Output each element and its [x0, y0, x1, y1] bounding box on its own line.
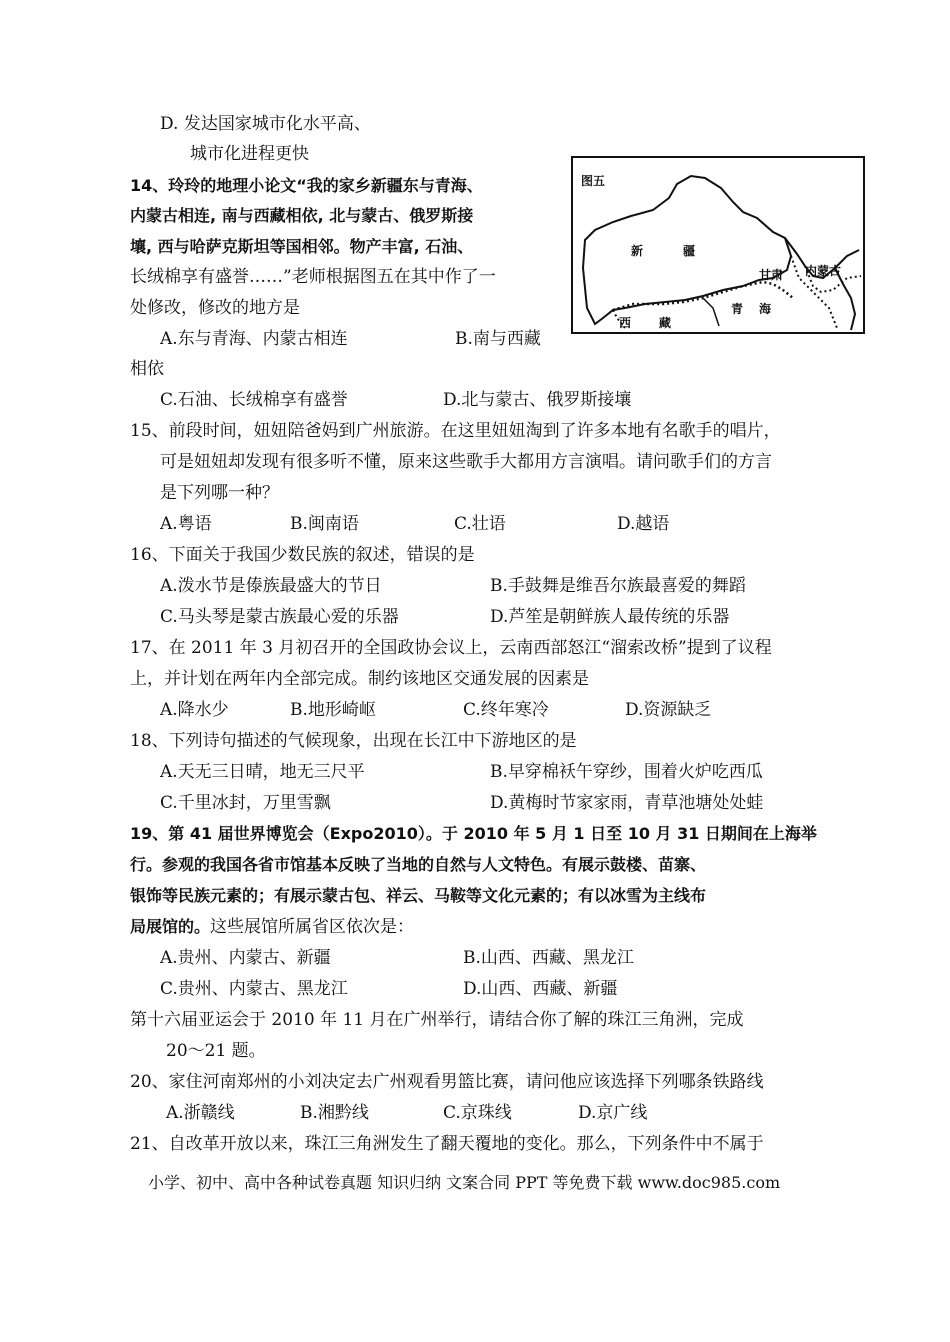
q19-option-a: A.贵州、内蒙古、新疆	[160, 948, 331, 968]
q13-option-d: D. 发达国家城市化水平高、	[160, 114, 371, 134]
q16-option-c: C.马头琴是蒙古族最心爱的乐器	[160, 607, 399, 627]
q19-option-c: C.贵州、内蒙古、黑龙江	[160, 979, 348, 999]
map-figure-5	[571, 156, 865, 334]
q15-line-2: 可是妞妞却发现有很多听不懂，原来这些歌手大都用方言演唱。请问歌手们的方言	[160, 452, 772, 472]
q18-option-b: B.早穿棉袄午穿纱，围着火炉吃西瓜	[490, 762, 763, 782]
map-label-gansu: 甘肃	[759, 268, 784, 282]
q16-option-a: A.泼水节是傣族最盛大的节日	[160, 576, 382, 596]
q17-option-b: B.地形崎岖	[290, 700, 376, 720]
page-footer: 小学、初中、高中各种试卷真题 知识归纳 文案合同 PPT 等免费下载 www.doc985.com	[148, 1173, 781, 1192]
q19-line-4-rest: 这些展馆所属省区依次是：	[210, 917, 415, 937]
q19-line-4	[130, 916, 414, 938]
q19-line-4-bold: 局展馆的。	[130, 917, 211, 936]
q18-option-d: D.黄梅时节家家雨，青草池塘处处蛙	[490, 793, 764, 813]
q14-line-2: 内蒙古相连, 南与西藏相依, 北与蒙古、俄罗斯接	[130, 206, 474, 225]
q17-option-a: A.降水少	[160, 700, 229, 720]
intro-line-2: 20～21 题。	[166, 1041, 266, 1061]
q19-line-3: 银饰等民族元素的；有展示蒙古包、祥云、马鞍等文化元素的；有以冰雪为主线布	[130, 886, 707, 905]
q15-option-c: C.壮语	[454, 514, 506, 534]
map-outline	[573, 158, 863, 332]
q15-option-a: A.粤语	[160, 514, 212, 534]
map-label-xizang-1: 西	[619, 316, 632, 330]
q16-line-1: 16、下面关于我国少数民族的叙述，错误的是	[130, 545, 475, 565]
q14-line-5: 处修改，修改的地方是	[130, 298, 300, 318]
q16-option-d: D.芦笙是朝鲜族人最传统的乐器	[490, 607, 730, 627]
q14-option-c: C.石油、长绒棉享有盛誉	[160, 390, 348, 410]
q19-option-d: D.山西、西藏、新疆	[463, 979, 618, 999]
q14-option-d: D.北与蒙古、俄罗斯接壤	[443, 390, 632, 410]
q15-line-1: 15、前段时间，妞妞陪爸妈到广州旅游。在这里妞妞淘到了许多本地有名歌手的唱片，	[130, 421, 781, 441]
map-label-qinghai-1: 青	[731, 302, 744, 316]
q16-option-b: B.手鼓舞是维吾尔族最喜爱的舞蹈	[490, 576, 746, 596]
q14-option-b: B.南与西藏	[455, 329, 541, 349]
q14-line-1: 14、玲玲的地理小论文“我的家乡新疆东与青海、	[130, 176, 483, 195]
q20-line-1: 20、家住河南郑州的小刘决定去广州观看男篮比赛，请问他应该选择下列哪条铁路线	[130, 1072, 764, 1092]
q17-option-d: D.资源缺乏	[625, 700, 712, 720]
q17-option-c: C.终年寒冷	[463, 700, 549, 720]
map-label-neimenggu: 内蒙古	[805, 264, 842, 278]
q19-line-2: 行。参观的我国各省市馆基本反映了当地的自然与人文特色。有展示鼓楼、苗寨、	[130, 855, 707, 874]
map-label-qinghai-2: 海	[759, 302, 772, 316]
q17-line-2: 上，并计划在两年内全部完成。制约该地区交通发展的因素是	[130, 669, 589, 689]
q14-option-a: A.东与青海、内蒙古相连	[160, 329, 348, 349]
map-title: 图五	[581, 174, 606, 188]
q14-line-4: 长绒棉享有盛誉……”老师根据图五在其中作了一	[130, 267, 496, 287]
q19-option-b: B.山西、西藏、黑龙江	[463, 948, 634, 968]
q18-option-c: C.千里冰封，万里雪飘	[160, 793, 331, 813]
q14-line-3: 壤, 西与哈萨克斯坦等国相邻。物产丰富, 石油、	[130, 237, 474, 256]
q14-option-b-cont: 相依	[130, 359, 164, 379]
map-label-xinjiang-1: 新	[631, 244, 644, 258]
q15-option-d: D.越语	[617, 514, 670, 534]
q21-line-1: 21、自改革开放以来，珠江三角洲发生了翻天覆地的变化。那么，下列条件中不属于	[130, 1134, 764, 1154]
q15-option-b: B.闽南语	[290, 514, 359, 534]
q20-option-d: D.京广线	[578, 1103, 648, 1123]
q17-line-1: 17、在 2011 年 3 月初召开的全国政协会议上，云南西部怒江“溜索改桥”提到了议程	[130, 638, 772, 658]
q20-option-a: A.浙赣线	[166, 1103, 235, 1123]
q15-line-3: 是下列哪一种？	[160, 483, 279, 503]
map-label-xinjiang-2: 疆	[683, 244, 696, 258]
q18-option-a: A.天无三日晴，地无三尺平	[160, 762, 365, 782]
q18-line-1: 18、下列诗句描述的气候现象，出现在长江中下游地区的是	[130, 731, 577, 751]
q13-option-d-cont: 城市化进程更快	[190, 144, 309, 164]
q19-line-1: 19、第 41 届世界博览会（Expo2010）。于 2010 年 5 月 1 日至 10 月 31 日期间在上海举	[130, 824, 817, 843]
intro-line-1: 第十六届亚运会于 2010 年 11 月在广州举行，请结合你了解的珠江三角洲，完成	[130, 1010, 744, 1030]
q20-option-b: B.湘黔线	[300, 1103, 369, 1123]
map-label-xizang-2: 藏	[659, 316, 672, 330]
q20-option-c: C.京珠线	[443, 1103, 512, 1123]
